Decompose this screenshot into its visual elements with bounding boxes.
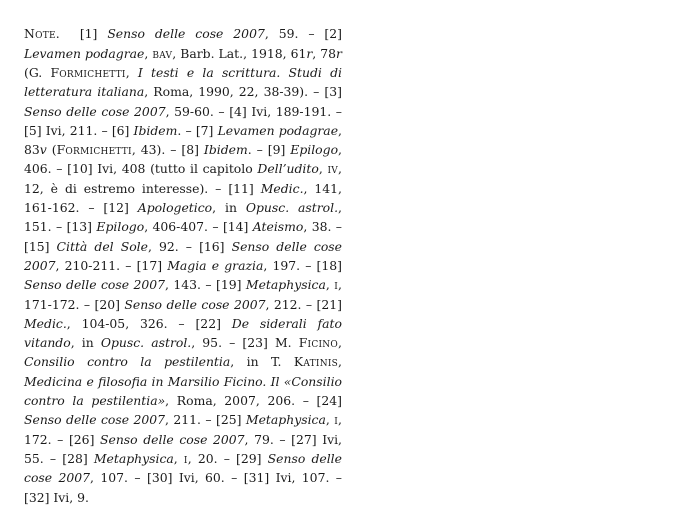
- roman-text: , in: [70, 335, 101, 351]
- italic-title: v: [39, 142, 47, 158]
- roman-text: ,: [173, 450, 184, 466]
- roman-text: , 12, è di estremo interesse). – [11]: [24, 161, 342, 196]
- italic-title: Città del Sole: [56, 238, 148, 254]
- roman-text: , Barb. Lat., 1918, 61: [172, 45, 307, 61]
- roman-text: , 172. – [26]: [24, 412, 342, 447]
- italic-title: Epilogo: [96, 219, 145, 235]
- roman-text: , in: [212, 200, 246, 216]
- small-caps-text: i: [334, 277, 339, 293]
- roman-text: , 210-211. – [17]: [55, 257, 168, 273]
- roman-text: [1]: [79, 26, 108, 42]
- endnotes-paragraph: [24, 24, 342, 506]
- note-label: Note.: [24, 26, 60, 42]
- italic-title: Dell’udito: [257, 161, 319, 177]
- italic-title: Senso delle cose 2007: [24, 103, 166, 119]
- small-caps-text: i: [334, 412, 339, 428]
- italic-title: r: [306, 45, 313, 61]
- italic-title: r: [336, 45, 342, 61]
- small-caps-text: i: [183, 450, 188, 466]
- roman-text: , 151. – [13]: [24, 200, 342, 235]
- roman-text: , 406. – [10] Ivi, 408 (tutto il capitolo: [24, 142, 342, 177]
- italic-title: Metaphysica: [245, 277, 326, 293]
- roman-text: , 406-407. – [14]: [144, 219, 253, 235]
- italic-title: Consilio contro la pestilentia: [24, 354, 231, 370]
- roman-text: ,: [338, 335, 342, 351]
- italic-title: Ateismo: [252, 219, 304, 235]
- roman-text: ,: [325, 412, 335, 428]
- small-caps-text: bav: [152, 45, 173, 61]
- italic-title: Senso delle cose 2007: [100, 431, 245, 447]
- italic-title: Senso delle cose 2007: [107, 26, 265, 42]
- italic-title: Senso delle cose 2007: [24, 238, 342, 273]
- italic-title: Metaphysica: [93, 450, 174, 466]
- roman-text: , 197. – [18]: [263, 257, 342, 273]
- roman-text: , 83: [24, 122, 342, 158]
- italic-title: Medic.: [260, 180, 304, 196]
- roman-text: (: [46, 142, 57, 158]
- roman-text: , 78: [312, 45, 337, 61]
- small-caps-text: Formichetti: [56, 142, 132, 158]
- roman-text: ,: [325, 277, 335, 293]
- roman-text: , 95. – [23] M.: [191, 335, 299, 351]
- small-caps-text: Ficino: [298, 335, 339, 351]
- roman-text: , 107. – [30] Ivi, 60. – [31] Ivi, 107. – [32] Ivi, 9.: [24, 470, 342, 505]
- italic-title: Levamen podagrae: [24, 45, 145, 61]
- italic-title: Senso delle cose 2007: [24, 277, 166, 293]
- roman-text: (G.: [24, 64, 51, 80]
- italic-title: Medicina e filosofia in Marsilio Ficino. Il «Consilio contro la pestilentia»: [24, 373, 342, 409]
- italic-title: Levamen podagrae: [217, 122, 339, 138]
- roman-text: ,: [318, 161, 328, 177]
- italic-title: Senso delle cose 2007: [124, 296, 266, 312]
- italic-title: Medic.: [24, 315, 67, 331]
- roman-text: ,: [144, 45, 153, 61]
- italic-title: Ibidem: [203, 142, 248, 158]
- roman-text: , 92. – [16]: [147, 238, 232, 254]
- roman-text: , Roma, 2007, 206. – [24]: [165, 393, 342, 409]
- italic-title: Ibidem: [133, 122, 178, 138]
- roman-text: ,: [338, 354, 342, 370]
- italic-title: De siderali fato vitando: [24, 315, 342, 351]
- italic-title: Epilogo: [290, 142, 339, 158]
- roman-text: , Roma, 1990, 22, 38-39). – [3]: [144, 84, 342, 100]
- roman-text: , 20. – [29]: [187, 450, 268, 466]
- roman-text: , 212. – [21]: [265, 296, 342, 312]
- italic-title: Senso delle cose 2007: [24, 450, 342, 486]
- roman-text: , 171-172. – [20]: [24, 277, 342, 312]
- note-body: [24, 26, 342, 504]
- small-caps-text: Formichetti: [50, 64, 126, 80]
- roman-text: , 143. – [19]: [165, 277, 246, 293]
- italic-title: I testi e la scrittura. Studi di letteratura italiana: [24, 64, 342, 100]
- small-caps-text: Katinis: [293, 354, 339, 370]
- roman-text: , 211. – [25]: [165, 412, 246, 428]
- roman-text: , 38. – [15]: [24, 219, 342, 254]
- italic-title: Magia e grazia: [167, 257, 264, 273]
- roman-text: , 59. – [2]: [264, 26, 342, 42]
- roman-text: , 141, 161-162. – [12]: [24, 180, 342, 216]
- roman-text: , 43). – [8]: [131, 142, 204, 158]
- roman-text: , 104-05, 326. – [22]: [66, 315, 232, 331]
- roman-text: , 59-60. – [4] Ivi, 189-191. – [5] Ivi, 211. – [6]: [24, 103, 342, 138]
- italic-title: Opusc. astrol.: [245, 200, 339, 216]
- italic-title: Opusc. astrol.: [100, 335, 192, 351]
- roman-text: , 79. – [27] Ivi, 55. – [28]: [24, 431, 342, 466]
- italic-title: Senso delle cose 2007: [24, 412, 166, 428]
- italic-title: Metaphysica: [245, 412, 326, 428]
- roman-text: ,: [125, 64, 138, 80]
- roman-text: , in T.: [230, 354, 294, 370]
- italic-title: Apologetico: [137, 200, 213, 216]
- roman-text: . – [9]: [247, 142, 291, 158]
- roman-text: . – [7]: [177, 122, 218, 138]
- small-caps-text: iv: [327, 161, 339, 177]
